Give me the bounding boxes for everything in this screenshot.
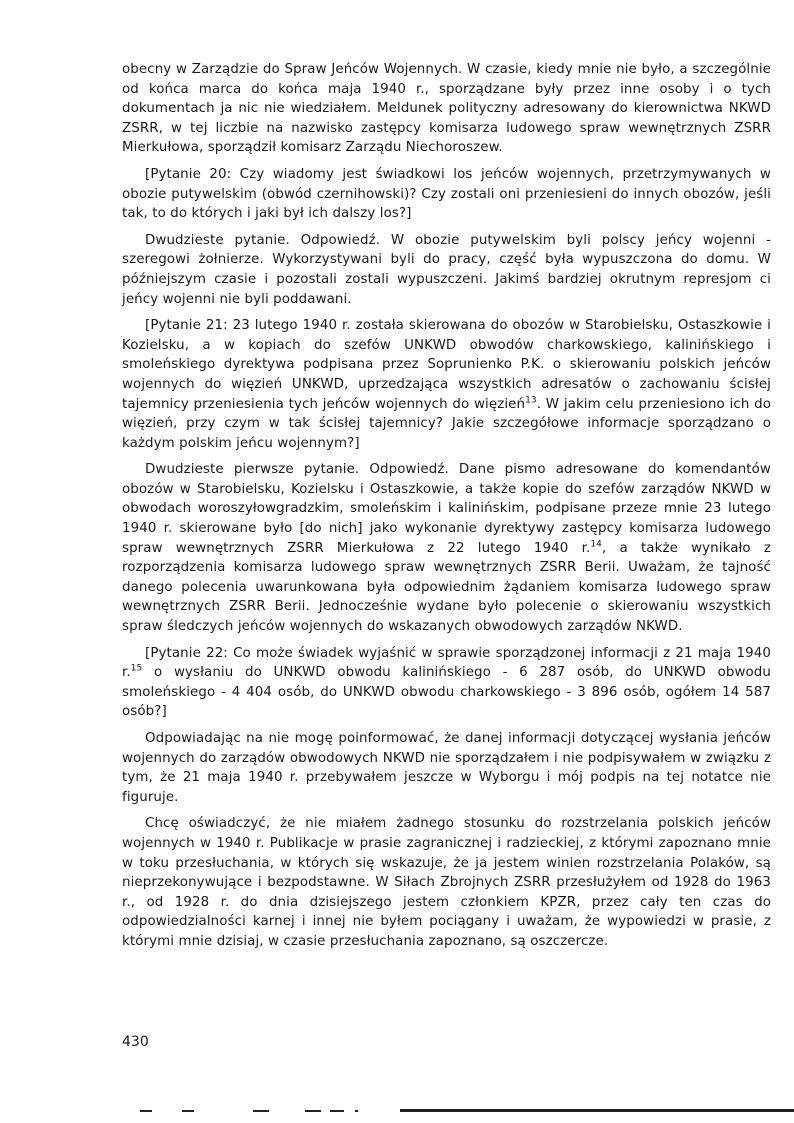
- footer-rule-dash: [253, 1110, 269, 1112]
- paragraph-6-text-after: o wysłaniu do UNKWD obwodu kalinińskiego - 6 287 osób, do UNKWD obwodu smoleńskiego - 4 404 osób, do UNKWD obwodu charkowskiego - 3 896 osób, ogółem 14 587 osób?]: [122, 665, 771, 720]
- footer-rule-line: [400, 1109, 794, 1112]
- footnote-ref-14: 14: [590, 539, 602, 550]
- paragraph-7-text: Odpowiadając na nie mogę poinformować, że danej informacji dotyczącej wysłania jeńców wojennych do zarządów obwodowych NKWD nie sporządzałem i nie podpisywałem w związku z tym, że 21 maja 1940 r. przebywałem jeszcze w Wyborgu i mój podpis na tej notatce nie figuruje.: [122, 731, 771, 805]
- footnote-ref-13: 13: [525, 395, 537, 406]
- footer-rule-dash: [140, 1110, 152, 1112]
- paragraph-5-text-after: , a także wynikało z rozporządzenia komisarza ludowego spraw wewnętrznych ZSRR Berii. Uważam, że tajność danego polecenia uwarunkowana była odpowiednim żądaniem komisarza ludowego spraw wewnętrznych ZSRR Berii. Jednocześnie wydane było polecenie o skierowaniu wszystkich spraw śledczych jeńców wojennych do wskazanych obwodowych zarządów NKWD.: [122, 540, 771, 635]
- paragraph-6-question-22: [122, 644, 771, 722]
- paragraph-4-text-after: . W jakim celu przeniesiono ich do więzień, przy czym w tak ścisłej tajemnicy? Jakie szczegółowe informacje sporządzano o każdym polskim jeńcu wojennym?]: [122, 396, 771, 451]
- footer-rule-dash: [305, 1110, 321, 1112]
- paragraph-8-text: Chcę oświadczyć, że nie miałem żadnego stosunku do rozstrzelania polskich jeńców wojennych w 1940 r. Publikacje w prasie zagranicznej i radzieckiej, z którymi zapoznano mnie w toku przesłuchania, w których się wskazuje, że ja jestem winien rozstrzelania Polaków, są nieprzekonywujące i bezpodstawne. W Siłach Zbrojnych ZSRR przesłużyłem od 1928 do 1963 r., od 1928 r. do dnia dzisiejszego jestem członkiem KPZR, przez cały ten czas do odpowiedzialności karnej i innej nie byłem pociągany i uważam, że wypowiedzi w prasie, z którymi mnie dzisiaj, w czasie przesłuchania zapoznano, są oszczercze.: [122, 816, 771, 949]
- paragraph-2-text: [Pytanie 20: Czy wiadomy jest świadkowi los jeńców wojennych, przetrzymywanych w obozie putywelskim (obwód czernihowski)? Czy zostali oni przeniesieni do innych obozów, jeśli tak, to do których i jaki był ich dalszy los?]: [122, 166, 771, 222]
- footer-rule-dot: [355, 1110, 358, 1112]
- paragraph-4-question-21: [122, 316, 771, 453]
- paragraph-8-statement: [122, 814, 771, 951]
- paragraph-2-question-20: [122, 165, 771, 224]
- footnote-ref-15: 15: [130, 663, 143, 674]
- footer-rule-dash: [330, 1110, 344, 1112]
- paragraph-6-text: [Pytanie 22: Co może świadek wyjaśnić w sprawie sporządzonej informacji z 21 maja 1940 r.: [122, 645, 771, 681]
- paragraph-1-text: obecny w Zarządzie do Spraw Jeńców Wojennych. W czasie, kiedy mnie nie było, a szczególnie od końca marca do końca maja 1940 r., sporządzane były przez inne osoby i o tych dokumentach ja nic nie wiedziałem. Meldunek polityczny adresowany do kierownictwa NKWD ZSRR, w tej liczbie na nazwisko zastępcy komisarza ludowego spraw wewnętrznych ZSRR Mierkułowa, sporządził komisarz Zarządu Niechoroszew.: [122, 62, 771, 156]
- paragraph-4-text: [Pytanie 21: 23 lutego 1940 r. została skierowana do obozów w Starobielsku, Ostaszkowie i Kozielsku, a w kopiach do szefów UNKWD obwodów charkowskiego, kalinińskiego i smoleńskiego dyrektywa podpisana przez Soprunienko P.K. o skierowaniu polskich jeńców wojennych do więzień UNKWD, uprzedzająca wszystkich adresatów o zachowaniu ścisłej tajemnicy przeniesienia tych jeńców wojennych do więzień: [122, 318, 771, 412]
- footer-rule-dash: [182, 1110, 194, 1112]
- page-body: [122, 60, 771, 959]
- paragraph-5-text: Dwudzieste pierwsze pytanie. Odpowiedź. Dane pismo adresowane do komendantów obozów w Starobielsku, Kozielsku i Ostaszkowie, a także kopie do szefów zarządów NKWD w obwodach woroszyłowgradzkim, smoleńskim i kalinińskim, podpisane przeze mnie 23 lutego 1940 r. skierowane było [do nich] jako wykonanie dyrektywy zastępcy komisarza ludowego spraw wewnętrznych ZSRR Mierkułowa z 22 lutego 1940 r.: [122, 462, 771, 556]
- paragraph-5-answer-21: [122, 460, 771, 636]
- paragraph-3-answer-20: [122, 231, 771, 309]
- paragraph-1: [122, 60, 771, 158]
- paragraph-3-text: Dwudzieste pytanie. Odpowiedź. W obozie putywelskim byli polscy jeńcy wojenni - szeregowi żołnierze. Wykorzystywani byli do pracy, część była wypuszczona do domu. W późniejszym czasie i pozostali zostali wypuszczeni. Jakimś bardziej okrutnym represjom ci jeńcy wojenni nie byli poddawani.: [122, 232, 771, 307]
- paragraph-7-answer-22: [122, 729, 771, 807]
- page-number: 430: [122, 1034, 149, 1050]
